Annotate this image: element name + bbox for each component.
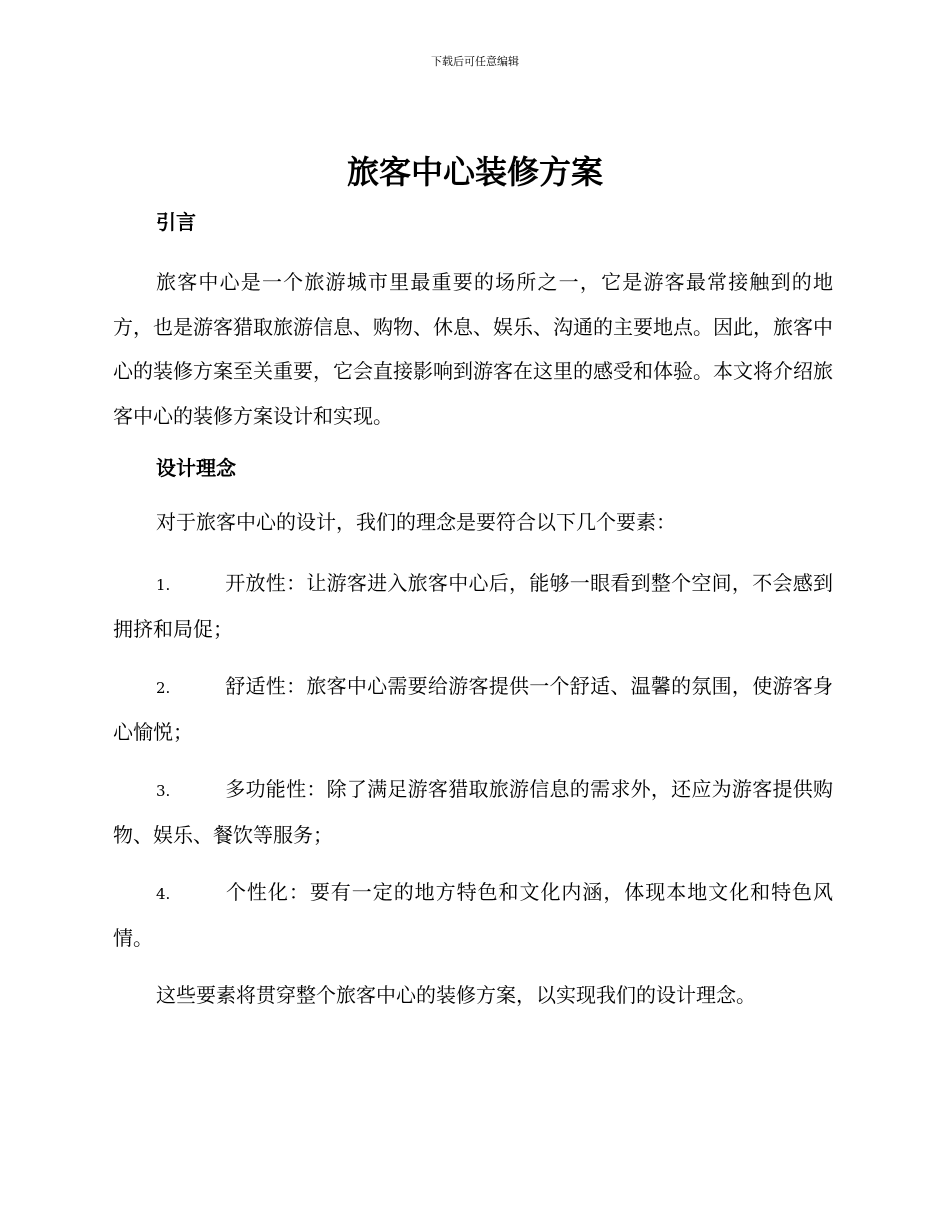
list-item-text: 开放性：让游客进入旅客中心后，能够一眼看到整个空间，不会感到拥挤和局促；: [113, 570, 833, 641]
list-item: [113, 561, 833, 652]
document-body: [113, 206, 833, 1017]
list-item: [113, 664, 833, 755]
list-item: [113, 870, 833, 961]
section-heading-intro: 引言: [156, 210, 196, 234]
list-item: [113, 767, 833, 858]
section-heading-design: 设计理念: [156, 456, 236, 480]
list-item-number: 2.: [156, 678, 171, 697]
document-title: 旅客中心装修方案: [346, 153, 603, 191]
closing-paragraph: 这些要素将贯穿整个旅客中心的装修方案，以实现我们的设计理念。: [156, 982, 756, 1007]
list-item-text: 个性化：要有一定的地方特色和文化内涵，体现本地文化和特色风情。: [113, 879, 833, 950]
page-header-note: 下载后可任意编辑: [431, 55, 519, 68]
list-item-text: 多功能性：除了满足游客猎取旅游信息的需求外，还应为游客提供购物、娱乐、餐饮等服务；: [113, 776, 833, 847]
intro-paragraph: 旅客中心是一个旅游城市里最重要的场所之一，它是游客最常接触到的地方，也是游客猎取旅游信息、购物、休息、娱乐、沟通的主要地点。因此，旅客中心的装修方案至关重要，它会直接影响到游客在这里的感受和体验。本文将介绍旅客中心的装修方案设计和实现。: [113, 270, 833, 428]
list-item-number: 4.: [156, 884, 171, 903]
design-lead-paragraph: 对于旅客中心的设计，我们的理念是要符合以下几个要素：: [156, 510, 676, 534]
list-item-number: 1.: [156, 575, 171, 594]
list-item-text: 舒适性：旅客中心需要给游客提供一个舒适、温馨的氛围，使游客身心愉悦；: [113, 673, 833, 744]
list-item-number: 3.: [156, 781, 171, 800]
